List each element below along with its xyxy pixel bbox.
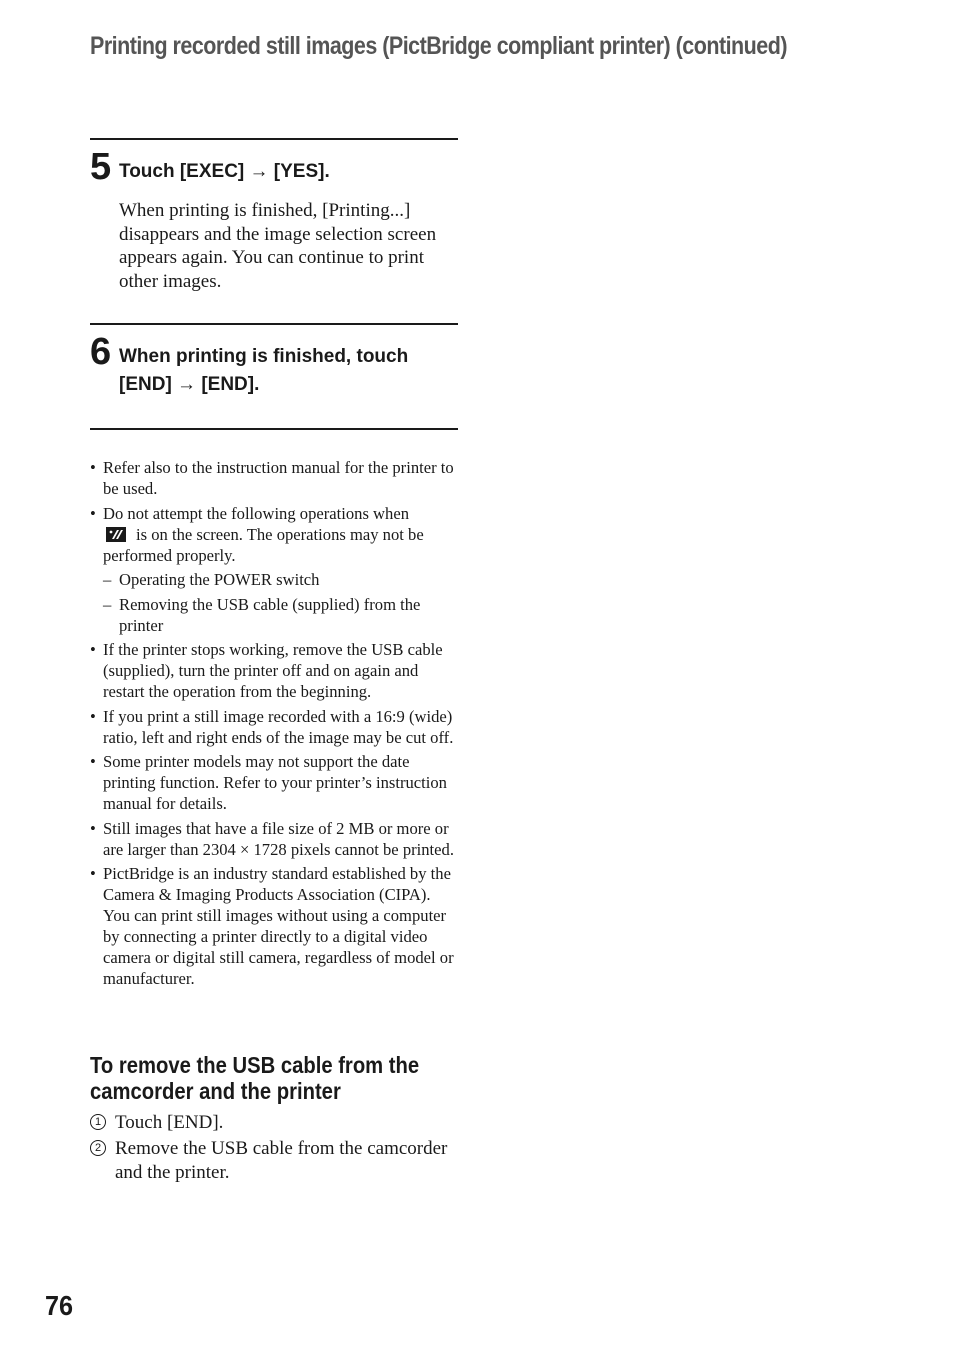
note-item: [90, 818, 458, 860]
note-subitem: [90, 594, 458, 636]
procedure-step: [90, 1111, 458, 1135]
note-item: [90, 639, 458, 702]
section-divider: [90, 428, 458, 430]
section-heading-line: To remove the USB cable from the: [90, 1052, 420, 1078]
step-heading-line: [END] → [END].: [119, 374, 260, 395]
note-item: [90, 706, 458, 748]
note-text: is on the screen. The operations may not be performed properly.: [103, 524, 424, 565]
note-item: [90, 863, 458, 989]
step-marker: 1: [90, 1114, 106, 1130]
section-heading: [90, 1052, 460, 1104]
procedure-step-text: Remove the USB cable from the camcorder and the printer.: [115, 1138, 448, 1183]
step-marker: 2: [90, 1140, 106, 1156]
step-heading: [119, 343, 459, 399]
section-divider: [90, 323, 458, 325]
note-text: Refer also to the instruction manual for the printer to be used.: [103, 458, 454, 498]
step-body: When printing is finished, [Printing...] disappears and the image selection screen appears again. You can continue to print other images.: [119, 200, 437, 292]
note-item: [90, 457, 458, 499]
step-heading: Touch [EXEC] → [YES].: [119, 161, 330, 182]
note-text: Do not attempt the following operations when: [103, 503, 410, 523]
note-text: Some printer models may not support the date printing function. Refer to your printer’s instruction manual for details.: [103, 752, 447, 813]
note-text: PictBridge is an industry standard established by the Camera & Imaging Products Association (CIPA). You can print still images without using a computer by connecting a printer directly to a digital video camera or digital still camera, regardless of model or manufacturer.: [103, 864, 454, 988]
page-number: 76: [45, 1290, 74, 1321]
section-divider: [90, 138, 458, 140]
step-number: 5: [90, 146, 112, 188]
procedure-steps: [90, 1111, 458, 1187]
step-heading-line: When printing is finished, touch: [119, 346, 409, 367]
note-subitem-text: Operating the POWER switch: [119, 570, 320, 589]
pictbridge-connecting-icon: [106, 527, 126, 542]
note-text: Still images that have a file size of 2 MB or more or are larger than 2304 × 1728 pixels cannot be printed.: [103, 818, 454, 859]
step-number: 6: [90, 331, 112, 373]
procedure-step: [90, 1137, 458, 1184]
note-subitem-text: Removing the USB cable (supplied) from the printer: [119, 594, 421, 635]
note-item: [90, 751, 458, 814]
page-header-title: Printing recorded still images (PictBridge compliant printer) (continued): [90, 32, 788, 60]
note-item: [90, 503, 458, 566]
procedure-step-text: Touch [END].: [115, 1112, 224, 1133]
note-text: If you print a still image recorded with a 16:9 (wide) ratio, left and right ends of the image may be cut off.: [103, 706, 454, 747]
section-heading-line: camcorder and the printer: [90, 1078, 341, 1104]
note-text: If the printer stops working, remove the USB cable (supplied), turn the printer off and on again and restart the operation from the beginning.: [103, 640, 443, 701]
notes-list: [90, 457, 458, 993]
note-subitem: [90, 569, 458, 590]
